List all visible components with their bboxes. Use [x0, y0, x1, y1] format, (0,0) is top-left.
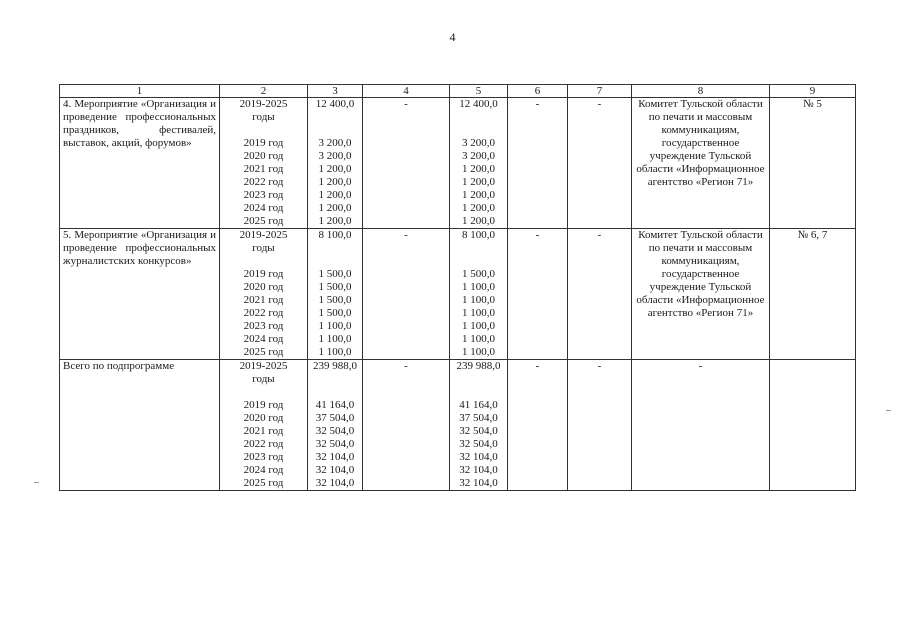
measure-name-cell: 4. Мероприятие «Организация и проведение профессиональных праздников, фестивалей, выставок, акций, форумов»: [60, 98, 220, 229]
col5-year: 1 200,0: [462, 163, 495, 175]
year-label: 2025 год: [243, 215, 284, 227]
col5-year: 3 200,0: [462, 150, 495, 162]
amount-year: 32 504,0: [315, 425, 355, 437]
spacer: [311, 386, 359, 399]
amount-year: 1 200,0: [318, 189, 352, 201]
col5-year: 1 100,0: [462, 333, 495, 345]
executor-cell: Комитет Тульской области по печати и массовым коммуникациям, государственное учреждение Тульской области «Информационное агентство «Регион 71»: [632, 98, 770, 229]
year-label: 2019 год: [243, 399, 284, 411]
year-label: 2022 год: [243, 438, 284, 450]
col6-cell: -: [508, 229, 568, 360]
amount-year: 32 104,0: [315, 464, 355, 476]
period-cell: [220, 360, 308, 491]
col5-year: 1 200,0: [462, 215, 495, 227]
amount-year: 3 200,0: [318, 137, 352, 149]
year-label: 2022 год: [243, 176, 284, 188]
col5-year: 41 164,0: [459, 399, 498, 411]
amount-total-cell: [308, 360, 363, 491]
col5-year: 37 504,0: [459, 412, 498, 424]
amount-year: 41 164,0: [315, 399, 355, 411]
col5-cell: [450, 229, 508, 360]
col5-cell: [450, 98, 508, 229]
amount-total-cell: [308, 98, 363, 229]
header-cell: 5: [450, 85, 508, 98]
spacer: [311, 373, 359, 386]
col5-year: 1 200,0: [462, 176, 495, 188]
indicator-cell: № 6, 7: [770, 229, 856, 360]
period-range: 2019-2025: [239, 98, 288, 110]
col5-year: 32 104,0: [459, 464, 498, 476]
amount-year: 1 200,0: [318, 202, 352, 214]
amount-year: 32 504,0: [315, 438, 355, 450]
spacer: [311, 255, 359, 268]
amount-year: 37 504,0: [315, 412, 355, 424]
amount-year: 1 200,0: [318, 163, 352, 175]
amount-year: 1 200,0: [318, 215, 352, 227]
amount-year: 1 500,0: [318, 307, 352, 319]
spacer: [453, 242, 504, 255]
measure-name-cell: 5. Мероприятие «Организация и проведение профессиональных журналистских конкурсов»: [60, 229, 220, 360]
amount-year: 1 200,0: [318, 176, 352, 188]
page-number: 4: [449, 30, 456, 44]
year-label: 2021 год: [243, 425, 284, 437]
spacer: [453, 111, 504, 124]
spacer: [453, 124, 504, 137]
amount-year: 1 500,0: [318, 294, 352, 306]
year-label: 2025 год: [243, 346, 284, 358]
period-cell: [220, 229, 308, 360]
year-label: 2021 год: [243, 294, 284, 306]
header-cell: 7: [568, 85, 632, 98]
header-cell: 3: [308, 85, 363, 98]
header-cell: 1: [60, 85, 220, 98]
col6-cell: -: [508, 98, 568, 229]
amount-total: 8 100,0: [318, 229, 352, 241]
spacer: [311, 124, 359, 137]
header-row: [60, 85, 856, 98]
header-cell: 9: [770, 85, 856, 98]
col7-cell: -: [568, 229, 632, 360]
col4-cell: -: [363, 98, 450, 229]
period-range: 2019-2025: [239, 360, 288, 372]
col5-year: 1 100,0: [462, 320, 495, 332]
year-label: 2022 год: [243, 307, 284, 319]
scan-mark: [34, 482, 39, 483]
amount-total-cell: [308, 229, 363, 360]
col5-year: 1 100,0: [462, 294, 495, 306]
col5-year: 1 200,0: [462, 189, 495, 201]
col7-cell: -: [568, 360, 632, 491]
spacer: [223, 386, 304, 399]
col5-year: 1 100,0: [462, 307, 495, 319]
period-cell: [220, 98, 308, 229]
table-row: [60, 98, 856, 229]
year-label: 2019 год: [243, 137, 284, 149]
spacer: [223, 124, 304, 137]
year-label: 2019 год: [243, 268, 284, 280]
year-label: 2021 год: [243, 163, 284, 175]
year-label: 2023 год: [243, 320, 284, 332]
col5-year: 1 100,0: [462, 281, 495, 293]
year-label: 2024 год: [243, 464, 284, 476]
col5-year: 1 200,0: [462, 202, 495, 214]
amount-year: 3 200,0: [318, 150, 352, 162]
col5-year: 32 504,0: [459, 438, 498, 450]
spacer: [223, 255, 304, 268]
program-table: [59, 84, 856, 491]
period-range: 2019-2025: [239, 229, 288, 241]
col4-cell: -: [363, 229, 450, 360]
amount-total: 239 988,0: [313, 360, 357, 372]
amount-year: 1 100,0: [318, 333, 352, 345]
col5-year: 3 200,0: [462, 137, 495, 149]
amount-year: 32 104,0: [315, 451, 355, 463]
amount-total: 12 400,0: [315, 98, 355, 110]
spacer: [453, 255, 504, 268]
col7-cell: -: [568, 98, 632, 229]
period-unit: годы: [252, 242, 275, 254]
year-label: 2023 год: [243, 189, 284, 201]
spacer: [453, 373, 504, 386]
col5-total: 8 100,0: [462, 229, 495, 241]
header-cell: 2: [220, 85, 308, 98]
header-cell: 8: [632, 85, 770, 98]
amount-year: 1 500,0: [318, 268, 352, 280]
year-label: 2020 год: [243, 281, 284, 293]
amount-year: 1 100,0: [318, 346, 352, 358]
col5-total: 239 988,0: [456, 360, 501, 372]
col5-year: 32 104,0: [459, 477, 498, 489]
year-label: 2024 год: [243, 333, 284, 345]
spacer: [311, 111, 359, 124]
executor-cell: -: [632, 360, 770, 491]
period-unit: годы: [252, 373, 275, 385]
amount-year: 1 500,0: [318, 281, 352, 293]
indicator-cell: [770, 360, 856, 491]
period-unit: годы: [252, 111, 275, 123]
table-row: [60, 229, 856, 360]
table-row: [60, 360, 856, 491]
year-label: 2024 год: [243, 202, 284, 214]
amount-year: 1 100,0: [318, 320, 352, 332]
spacer: [311, 242, 359, 255]
col5-year: 1 500,0: [462, 268, 495, 280]
executor-cell: Комитет Тульской области по печати и массовым коммуникациям, государственное учреждение Тульской области «Информационное агентство «Регион 71»: [632, 229, 770, 360]
measure-name-cell: Всего по подпрограмме: [60, 360, 220, 491]
col6-cell: -: [508, 360, 568, 491]
year-label: 2023 год: [243, 451, 284, 463]
header-cell: 6: [508, 85, 568, 98]
indicator-cell: № 5: [770, 98, 856, 229]
col5-year: 32 104,0: [459, 451, 498, 463]
year-label: 2020 год: [243, 150, 284, 162]
scan-mark: [886, 410, 891, 411]
col5-total: 12 400,0: [459, 98, 498, 110]
col5-year: 1 100,0: [462, 346, 495, 358]
year-label: 2025 год: [243, 477, 284, 489]
year-label: 2020 год: [243, 412, 284, 424]
col4-cell: -: [363, 360, 450, 491]
header-cell: 4: [363, 85, 450, 98]
spacer: [453, 386, 504, 399]
col5-cell: [450, 360, 508, 491]
col5-year: 32 504,0: [459, 425, 498, 437]
amount-year: 32 104,0: [315, 477, 355, 489]
